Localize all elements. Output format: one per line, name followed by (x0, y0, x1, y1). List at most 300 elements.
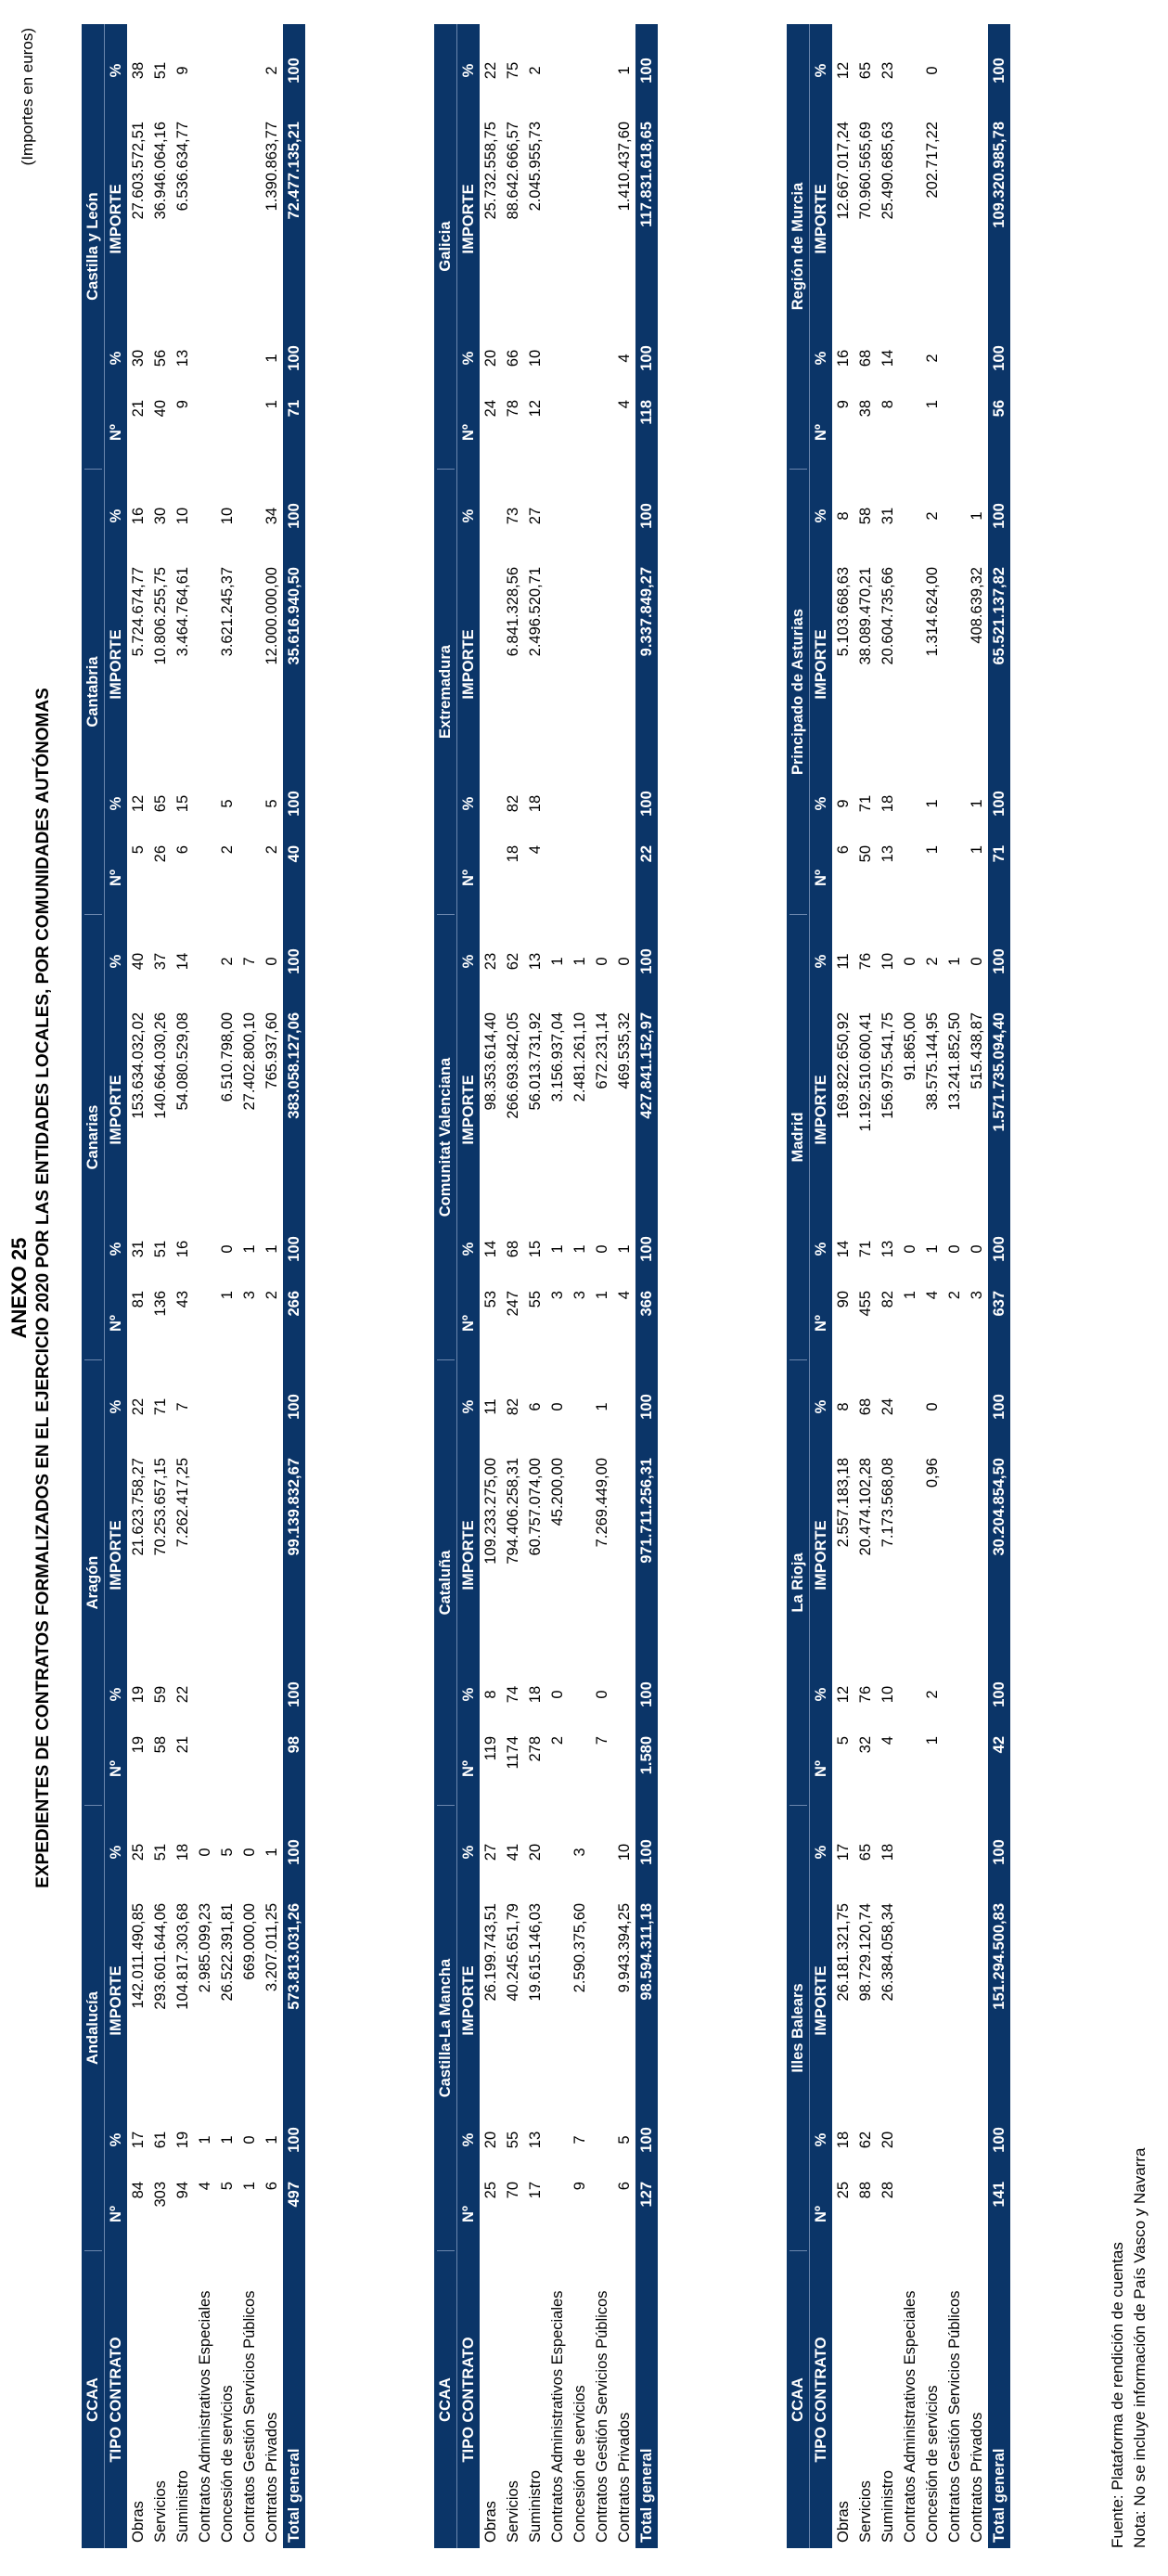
count-cell: 94 (173, 2182, 191, 2199)
count-percent-cell: 51 (151, 1240, 169, 1258)
importe-percent-cell: 7 (173, 1402, 191, 1411)
total-count-percent-cell: 100 (637, 1236, 655, 1262)
importe-header: IMPORTE (812, 629, 829, 700)
contract-type-label: Concesión de servicios (571, 2385, 588, 2543)
importe-percent-cell: 68 (856, 1397, 874, 1416)
count-percent-cell: 19 (173, 2131, 191, 2149)
count-percent-cell: 18 (526, 794, 544, 813)
percent-header: % (459, 63, 477, 78)
table-header-regions (787, 24, 810, 2548)
total-importe-cell: 9.337.849,27 (637, 567, 655, 657)
total-importe-cell: 1.571.735.094,40 (990, 1012, 1008, 1132)
contract-type-label: Contratos Gestión Servicios Públicos (593, 2290, 610, 2543)
contract-type-label: Contratos Privados (615, 2412, 633, 2543)
importe-cell: 1.410.437,60 (615, 122, 633, 212)
count-cell: 25 (834, 2182, 852, 2199)
count-cell: 13 (879, 845, 896, 863)
count-header: Nº (107, 2206, 124, 2222)
percent-header: % (812, 1845, 829, 1860)
count-header: Nº (459, 2206, 477, 2222)
total-importe-cell: 151.294.500,83 (990, 1903, 1008, 2010)
importe-cell: 26.199.743,51 (481, 1903, 499, 2002)
count-header: Nº (812, 2206, 829, 2222)
count-cell: 82 (879, 1291, 896, 1308)
count-percent-cell: 10 (879, 1685, 896, 1704)
total-count-percent-cell: 100 (637, 345, 655, 371)
importe-percent-cell: 2 (218, 957, 236, 966)
count-cell: 25 (481, 2182, 499, 2199)
importe-percent-cell: 0 (923, 66, 941, 75)
importe-percent-cell: 2 (923, 957, 941, 966)
importe-cell: 20.474.102,28 (856, 1458, 874, 1556)
importe-cell: 202.717,22 (923, 122, 941, 199)
count-cell: 1 (240, 2182, 258, 2191)
count-cell: 6 (615, 2182, 633, 2191)
count-percent-cell: 0 (968, 1244, 985, 1254)
count-percent-cell: 18 (834, 2131, 852, 2149)
importe-cell: 98.729.120,74 (856, 1903, 874, 2002)
importe-percent-cell: 51 (151, 1843, 169, 1861)
contract-type-label: Contratos Gestión Servicios Públicos (240, 2290, 258, 2543)
importe-header: IMPORTE (459, 629, 477, 700)
count-percent-cell: 12 (834, 1685, 852, 1704)
total-importe-cell: 98.594.311,18 (637, 1903, 655, 2001)
percent-header: % (812, 796, 829, 811)
table-row (966, 24, 988, 2548)
importe-percent-cell: 0 (923, 1402, 941, 1411)
region-header: La Rioja (789, 1360, 807, 1806)
count-percent-cell: 15 (173, 794, 191, 813)
total-count-cell: 141 (990, 2182, 1008, 2208)
importe-header: IMPORTE (812, 1075, 829, 1145)
importe-cell: 38.575.144,95 (923, 1012, 941, 1111)
importe-percent-cell: 22 (129, 1397, 147, 1416)
importe-cell: 27.402.800,10 (240, 1012, 258, 1111)
importe-cell: 408.639,32 (968, 567, 985, 644)
count-percent-cell: 20 (481, 2131, 499, 2149)
count-percent-cell: 0 (593, 1244, 610, 1254)
importe-percent-cell: 11 (834, 953, 852, 970)
importe-cell: 19.615.146,03 (526, 1903, 544, 2002)
count-percent-cell: 20 (481, 349, 499, 367)
importe-percent-cell: 10 (173, 507, 191, 525)
count-cell: 19 (129, 1736, 147, 1754)
importe-percent-cell: 73 (504, 507, 521, 525)
importe-cell: 669.000,00 (240, 1903, 258, 1980)
total-importe-percent-cell: 100 (285, 1839, 302, 1865)
contract-type-label: Concesión de servicios (923, 2385, 941, 2543)
percent-header: % (459, 351, 477, 366)
percent-header: % (459, 954, 477, 969)
table-row (524, 24, 546, 2548)
count-header: Nº (459, 869, 477, 886)
importe-cell: 2.590.375,60 (571, 1903, 588, 1993)
contract-type-label: Servicios (856, 2480, 874, 2543)
count-cell: 278 (526, 1736, 544, 1762)
importe-header: IMPORTE (812, 1520, 829, 1591)
count-header: Nº (107, 869, 124, 886)
importe-percent-cell: 0 (901, 957, 918, 966)
total-count-percent-cell: 100 (285, 791, 302, 817)
percent-header: % (459, 1687, 477, 1702)
count-percent-cell: 5 (615, 2135, 633, 2145)
importe-percent-cell: 27 (526, 507, 544, 525)
importe-cell: 3.464.764,61 (173, 567, 191, 657)
total-label: Total general (990, 2448, 1008, 2543)
importe-cell: 169.822.650,92 (834, 1012, 852, 1119)
count-percent-cell: 1 (923, 1244, 941, 1254)
importe-cell: 91.865,00 (901, 1012, 918, 1081)
importe-percent-cell: 24 (879, 1397, 896, 1416)
importe-cell: 38.089.470,21 (856, 567, 874, 665)
importe-cell: 153.634.032,02 (129, 1012, 147, 1119)
importe-percent-cell: 7 (240, 957, 258, 966)
region-header: Madrid (789, 915, 807, 1360)
count-header: Nº (812, 1315, 829, 1332)
percent-header: % (107, 2132, 124, 2147)
count-percent-cell: 66 (504, 349, 521, 367)
importe-header: IMPORTE (459, 184, 477, 254)
importe-cell: 10.806.255,75 (151, 567, 169, 665)
percent-header: % (459, 1242, 477, 1256)
importe-percent-cell: 1 (593, 1402, 610, 1411)
tipo-contrato-header: TIPO CONTRATO (107, 2337, 124, 2463)
count-cell: 1 (218, 1291, 236, 1300)
count-cell: 55 (526, 1291, 544, 1308)
importe-percent-cell: 1 (548, 957, 566, 966)
importe-percent-cell: 2 (923, 511, 941, 521)
importe-cell: 60.757.074,00 (526, 1458, 544, 1556)
importe-cell: 1.192.510.600,41 (856, 1012, 874, 1132)
count-percent-cell: 19 (129, 1685, 147, 1704)
count-cell: 2 (218, 845, 236, 855)
units-note: (Importes en euros) (19, 28, 36, 166)
count-cell: 5 (834, 1736, 852, 1745)
percent-header: % (812, 509, 829, 523)
importe-header: IMPORTE (459, 1075, 477, 1145)
importe-cell: 12.667.017,24 (834, 122, 852, 220)
count-percent-cell: 0 (218, 1244, 236, 1254)
count-header: Nº (107, 1760, 124, 1777)
importe-percent-cell: 8 (834, 511, 852, 521)
total-importe-cell: 72.477.135,21 (285, 122, 302, 220)
contract-type-label: Contratos Gestión Servicios Públicos (945, 2290, 963, 2543)
table-row (899, 24, 921, 2548)
count-cell: 1 (923, 845, 941, 855)
percent-header: % (107, 1399, 124, 1414)
count-cell: 1 (923, 400, 941, 409)
region-header: Comunitat Valenciana (437, 915, 455, 1360)
importe-cell: 293.601.644,06 (151, 1903, 169, 2010)
count-percent-cell: 5 (218, 799, 236, 808)
total-count-cell: 118 (637, 400, 655, 425)
count-cell: 6 (263, 2182, 280, 2191)
total-importe-cell: 383.058.127,06 (285, 1012, 302, 1119)
importe-cell: 6.510.798,00 (218, 1012, 236, 1102)
total-importe-cell: 35.616.940,50 (285, 567, 302, 665)
importe-cell: 45.200,00 (548, 1458, 566, 1526)
importe-cell: 9.943.394,25 (615, 1903, 633, 1993)
importe-cell: 21.623.758,27 (129, 1458, 147, 1556)
contract-type-label: Contratos Administrativos Especiales (548, 2290, 566, 2543)
importe-cell: 26.181.321,75 (834, 1903, 852, 2002)
count-percent-cell: 9 (834, 799, 852, 808)
count-cell: 81 (129, 1291, 147, 1308)
count-cell: 1 (901, 1291, 918, 1300)
importe-cell: 140.664.030,26 (151, 1012, 169, 1119)
importe-cell: 25.732.558,75 (481, 122, 499, 220)
table-row (877, 24, 899, 2548)
total-label: Total general (285, 2448, 302, 2543)
count-percent-cell: 1 (218, 2135, 236, 2145)
total-importe-cell: 117.831.618,65 (637, 122, 655, 227)
total-count-percent-cell: 100 (285, 2127, 302, 2153)
total-count-percent-cell: 100 (637, 2127, 655, 2153)
count-cell: 1 (593, 1291, 610, 1300)
count-percent-cell: 17 (129, 2131, 147, 2149)
importe-percent-cell: 10 (879, 952, 896, 971)
count-percent-cell: 16 (834, 349, 852, 367)
table-row (238, 24, 261, 2548)
count-cell: 8 (879, 400, 896, 409)
importe-cell: 672.231,14 (593, 1012, 610, 1089)
count-percent-cell: 59 (151, 1685, 169, 1704)
importe-percent-cell: 30 (151, 507, 169, 525)
importe-percent-cell: 9 (173, 66, 191, 75)
count-percent-cell: 14 (834, 1240, 852, 1258)
count-percent-cell: 82 (504, 794, 521, 813)
table-row (216, 24, 238, 2548)
importe-cell: 156.975.541,75 (879, 1012, 896, 1119)
contracts-table (787, 24, 1010, 2548)
importe-percent-cell: 34 (263, 507, 280, 525)
importe-cell: 98.353.614,40 (481, 1012, 499, 1111)
table-row (194, 24, 216, 2548)
region-header: Galicia (437, 24, 455, 470)
importe-cell: 70.960.565,69 (856, 122, 874, 220)
importe-cell: 5.103.668,63 (834, 567, 852, 657)
importe-percent-cell: 18 (879, 1843, 896, 1861)
importe-percent-cell: 0 (240, 1848, 258, 1857)
count-percent-cell: 1 (548, 1244, 566, 1254)
total-row (988, 24, 1010, 2548)
table-row (149, 24, 172, 2548)
importe-percent-cell: 65 (856, 61, 874, 80)
count-percent-cell: 5 (263, 799, 280, 808)
importe-percent-cell: 41 (504, 1843, 521, 1861)
count-percent-cell: 13 (879, 1240, 896, 1258)
percent-header: % (459, 509, 477, 523)
importe-cell: 3.621.245,37 (218, 567, 236, 657)
count-percent-cell: 10 (526, 349, 544, 367)
importe-header: IMPORTE (107, 1520, 124, 1591)
percent-header: % (107, 1845, 124, 1860)
count-percent-cell: 71 (856, 794, 874, 813)
importe-cell: 6.841.328,56 (504, 567, 521, 657)
table-row (921, 24, 943, 2548)
total-importe-percent-cell: 100 (285, 948, 302, 974)
page-title: EXPEDIENTES DE CONTRATOS FORMALIZADOS EN EL EJERCICIO 2020 POR LAS ENTIDADES LOCALES, POR COMUNIDADES AUTÓNOMAS (33, 688, 53, 1888)
total-count-cell: 42 (990, 1736, 1008, 1754)
table-row (546, 24, 569, 2548)
importe-cell: 142.011.490,85 (129, 1903, 147, 2009)
count-percent-cell: 0 (901, 1244, 918, 1254)
total-importe-percent-cell: 100 (285, 1394, 302, 1420)
count-percent-cell: 0 (548, 1690, 566, 1699)
total-count-percent-cell: 100 (990, 345, 1008, 371)
table-row (127, 24, 149, 2548)
count-cell: 9 (571, 2182, 588, 2191)
percent-header: % (107, 509, 124, 523)
table-row (502, 24, 524, 2548)
contract-type-label: Servicios (151, 2480, 169, 2543)
count-percent-cell: 1 (968, 799, 985, 808)
count-percent-cell: 31 (129, 1240, 147, 1258)
region-header: Castilla y León (84, 24, 102, 470)
region-header: Castilla-La Mancha (437, 1806, 455, 2251)
count-percent-cell: 1 (196, 2135, 213, 2145)
importe-percent-cell: 0 (968, 957, 985, 966)
importe-percent-cell: 58 (856, 507, 874, 525)
count-cell: 18 (504, 845, 521, 863)
percent-header: % (107, 1242, 124, 1256)
count-cell: 5 (218, 2182, 236, 2191)
percent-header: % (812, 1399, 829, 1414)
region-header: Cantabria (84, 470, 102, 915)
importe-cell: 104.817.303,68 (173, 1903, 191, 2010)
importe-percent-cell: 11 (481, 1398, 499, 1415)
contract-type-label: Suministro (879, 2470, 896, 2543)
count-percent-cell: 20 (879, 2131, 896, 2149)
importe-percent-cell: 23 (879, 61, 896, 80)
percent-header: % (812, 2132, 829, 2147)
importe-cell: 40.245.651,79 (504, 1903, 521, 2002)
count-cell: 9 (834, 400, 852, 409)
count-percent-cell: 1 (263, 354, 280, 363)
count-percent-cell: 1 (571, 1244, 588, 1254)
count-cell: 84 (129, 2182, 147, 2199)
importe-cell: 7.262.417,25 (173, 1458, 191, 1548)
count-cell: 12 (526, 400, 544, 418)
count-percent-cell: 1 (263, 1244, 280, 1254)
total-count-cell: 40 (285, 845, 302, 863)
importe-percent-cell: 16 (129, 507, 147, 525)
count-header: Nº (107, 1315, 124, 1332)
contract-type-label: Concesión de servicios (218, 2385, 236, 2543)
table-row (480, 24, 502, 2548)
total-count-cell: 497 (285, 2182, 302, 2208)
contract-type-label: Servicios (504, 2480, 521, 2543)
count-percent-cell: 1 (615, 1244, 633, 1254)
importe-percent-cell: 40 (129, 952, 147, 971)
table-row (613, 24, 635, 2548)
percent-header: % (812, 1242, 829, 1256)
percent-header: % (812, 1687, 829, 1702)
importe-percent-cell: 38 (129, 61, 147, 80)
count-cell: 1174 (504, 1736, 521, 1770)
importe-percent-cell: 82 (504, 1397, 521, 1416)
importe-percent-cell: 65 (856, 1843, 874, 1861)
count-percent-cell: 16 (173, 1240, 191, 1258)
contract-type-label: Suministro (526, 2470, 544, 2543)
importe-percent-cell: 0 (263, 957, 280, 966)
tipo-contrato-header: TIPO CONTRATO (459, 2337, 477, 2463)
count-cell: 4 (196, 2182, 213, 2191)
count-cell: 136 (151, 1291, 169, 1317)
importe-percent-cell: 12 (834, 61, 852, 80)
importe-percent-cell: 1 (945, 957, 963, 966)
total-importe-percent-cell: 100 (285, 58, 302, 84)
contract-type-label: Obras (834, 2501, 852, 2543)
count-cell: 17 (526, 2182, 544, 2199)
importe-percent-cell: 1 (968, 511, 985, 521)
importe-percent-cell: 13 (526, 952, 544, 971)
table-row (172, 24, 194, 2548)
count-cell: 2 (945, 1291, 963, 1300)
count-cell: 50 (856, 845, 874, 863)
total-count-cell: 1.580 (637, 1736, 655, 1775)
count-percent-cell: 55 (504, 2131, 521, 2149)
total-count-percent-cell: 100 (990, 791, 1008, 817)
importe-cell: 2.496.520,71 (526, 567, 544, 657)
count-percent-cell: 61 (151, 2131, 169, 2149)
percent-header: % (107, 63, 124, 78)
importe-cell: 7.173.568,08 (879, 1458, 896, 1548)
importe-percent-cell: 0 (593, 957, 610, 966)
total-row (635, 24, 658, 2548)
count-header: Nº (459, 1760, 477, 1777)
count-percent-cell: 22 (173, 1685, 191, 1704)
total-count-percent-cell: 100 (990, 1681, 1008, 1707)
table-header-regions (82, 24, 105, 2548)
count-cell: 1 (263, 400, 280, 409)
count-cell: 7 (593, 1736, 610, 1745)
contract-type-label: Contratos Administrativos Especiales (901, 2290, 918, 2543)
percent-header: % (107, 796, 124, 811)
count-cell: 1 (923, 1736, 941, 1745)
importe-percent-cell: 51 (151, 61, 169, 80)
importe-cell: 3.156.937,04 (548, 1012, 566, 1102)
count-header: Nº (459, 1315, 477, 1332)
importe-percent-cell: 22 (481, 61, 499, 80)
importe-header: IMPORTE (107, 1965, 124, 2036)
importe-percent-cell: 18 (173, 1843, 191, 1861)
importe-header: IMPORTE (107, 1075, 124, 1145)
count-cell: 43 (173, 1291, 191, 1308)
importe-percent-cell: 76 (856, 952, 874, 971)
region-header: Extremadura (437, 470, 455, 915)
count-cell: 4 (615, 400, 633, 409)
count-percent-cell: 14 (879, 349, 896, 367)
count-percent-cell: 0 (945, 1244, 963, 1254)
count-cell: 21 (129, 400, 147, 418)
importe-cell: 109.233.275,00 (481, 1458, 499, 1565)
count-percent-cell: 76 (856, 1685, 874, 1704)
total-importe-percent-cell: 100 (637, 58, 655, 84)
importe-percent-cell: 0 (615, 957, 633, 966)
total-importe-cell: 427.841.152,97 (637, 1012, 655, 1119)
importe-cell: 2.045.955,73 (526, 122, 544, 212)
count-percent-cell: 62 (856, 2131, 874, 2149)
importe-percent-cell: 1 (263, 1848, 280, 1857)
total-importe-cell: 99.139.832,67 (285, 1458, 302, 1556)
count-header: Nº (107, 424, 124, 441)
region-header: Aragón (84, 1360, 102, 1806)
importe-cell: 1.390.863,77 (263, 122, 280, 212)
count-percent-cell: 15 (526, 1240, 544, 1258)
region-header: Illes Balears (789, 1806, 807, 2251)
count-cell: 247 (504, 1291, 521, 1317)
